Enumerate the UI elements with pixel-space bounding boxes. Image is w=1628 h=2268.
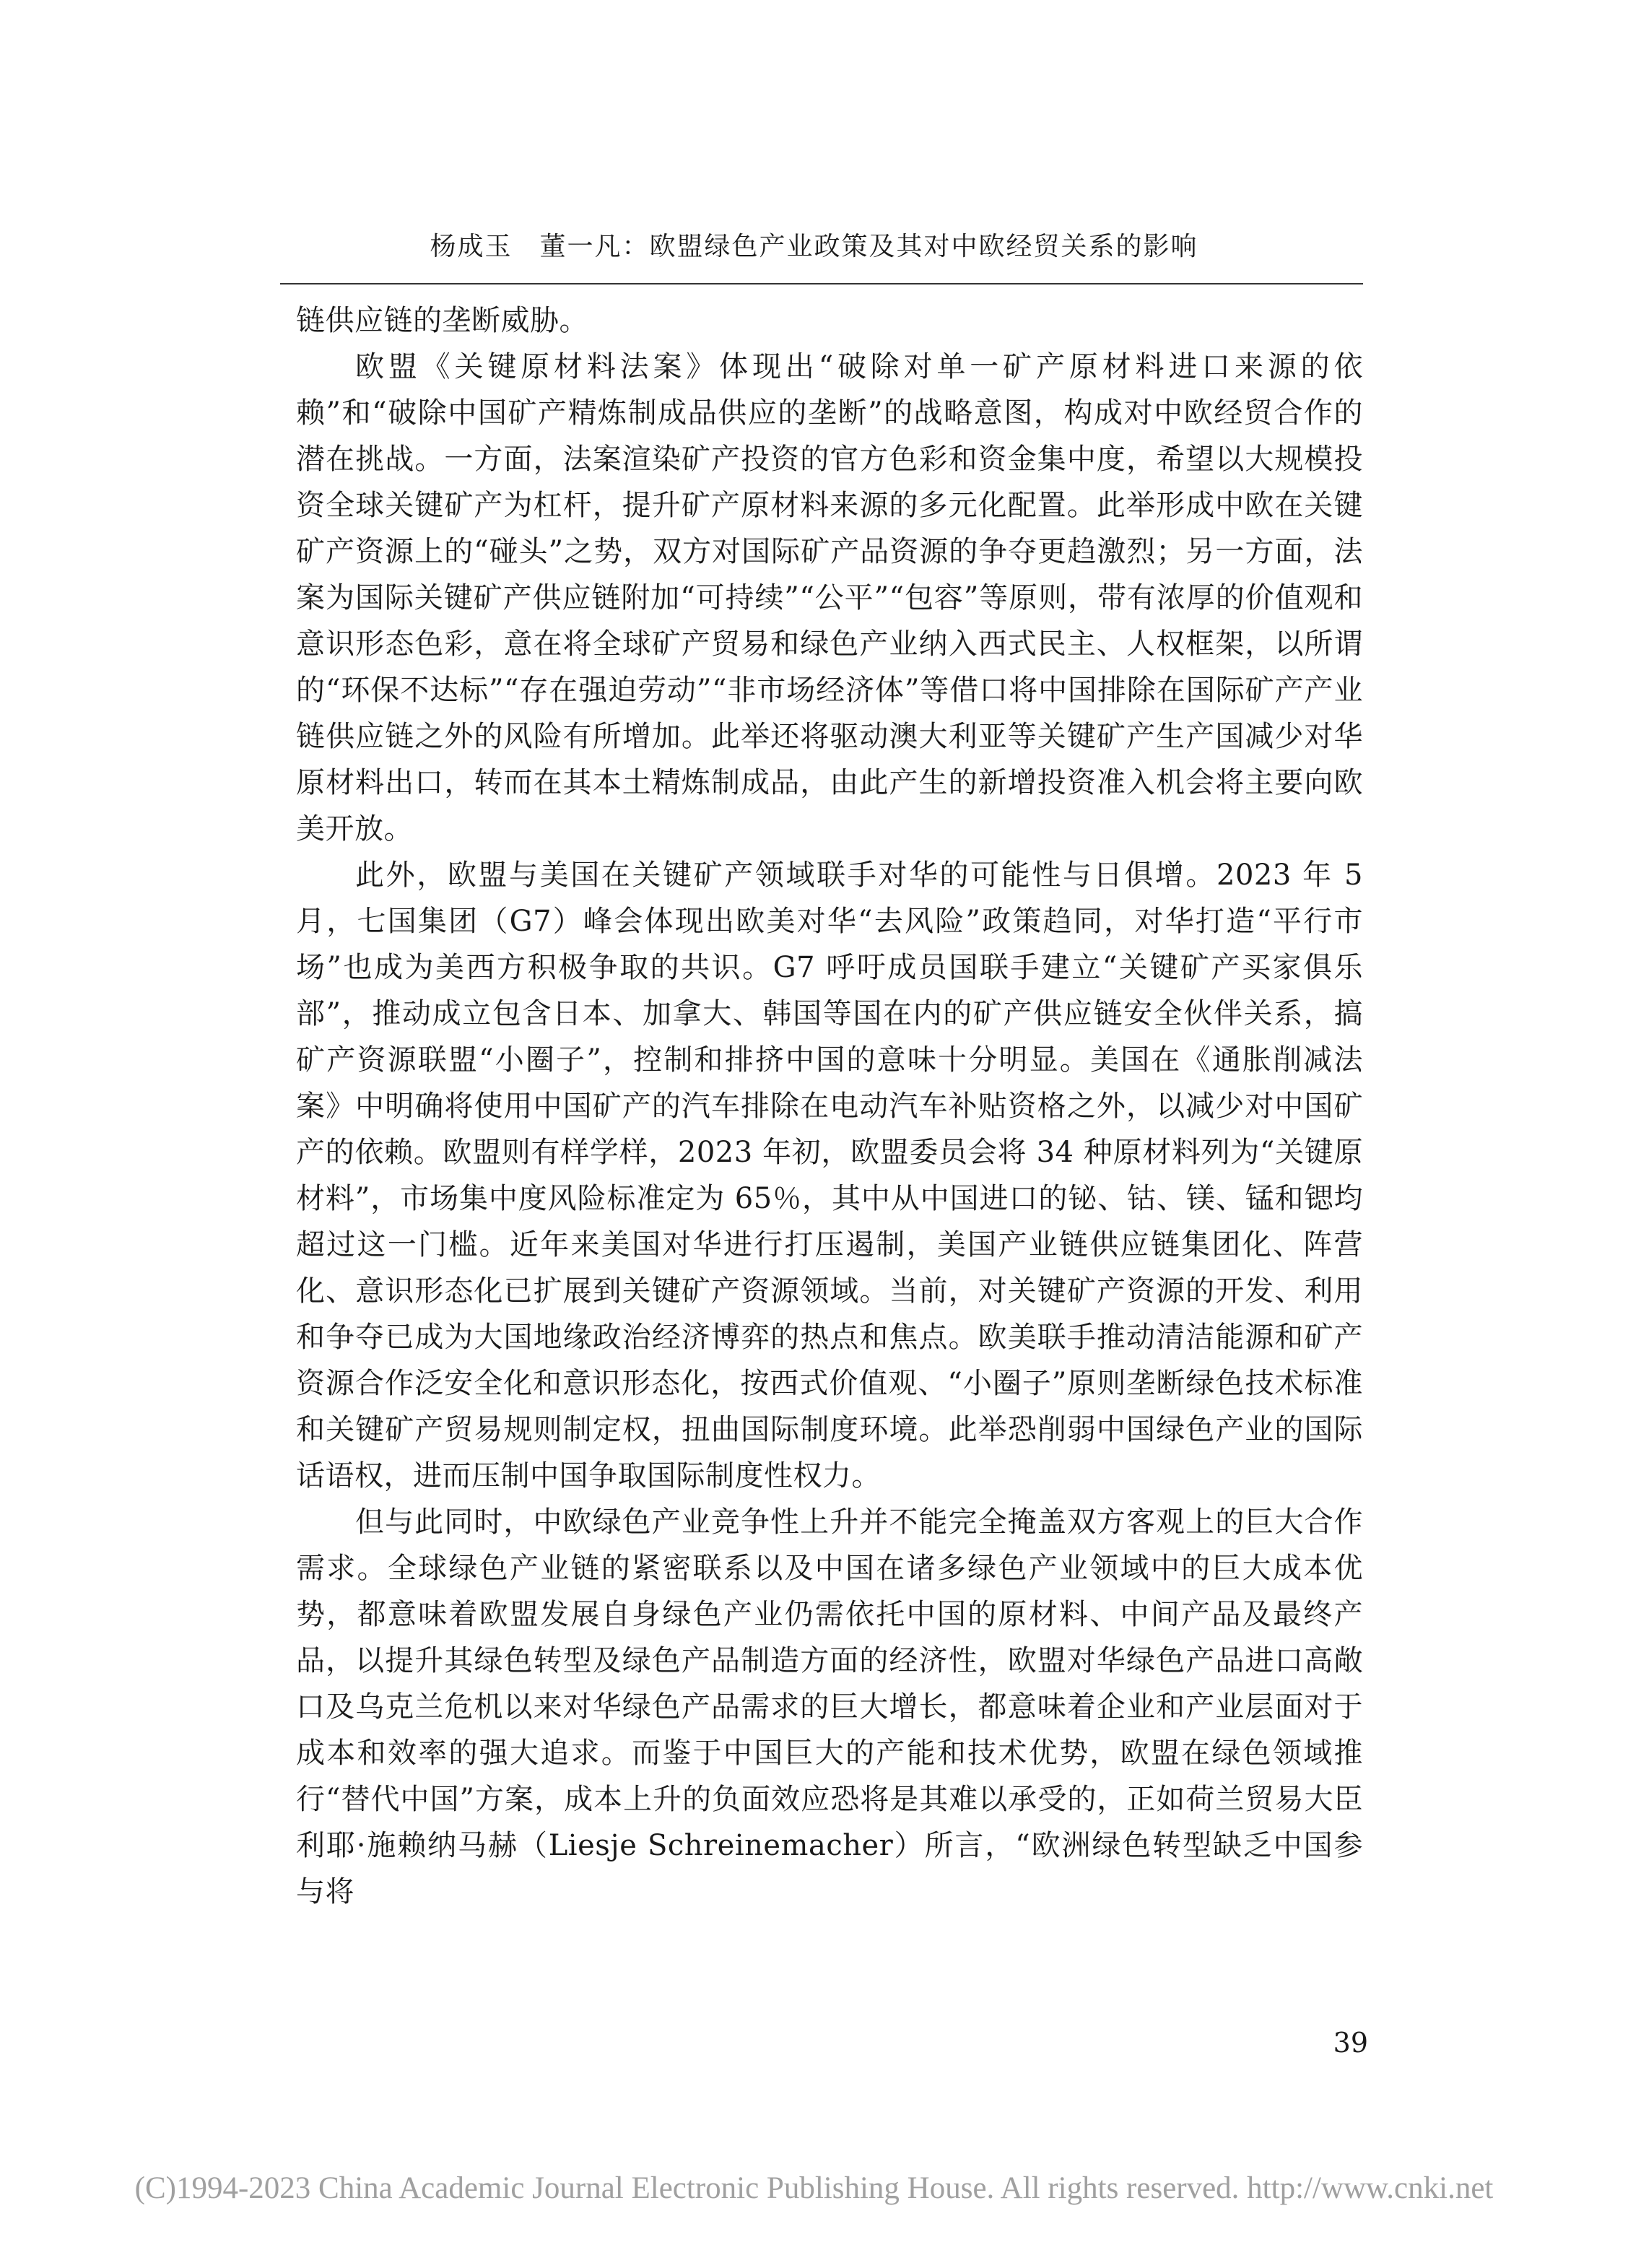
paragraph-continued: 链供应链的垄断威胁。 <box>296 304 588 337</box>
paragraph-eu-us-cooperation: 此外，欧盟与美国在关键矿产领域联手对华的可能性与日俱增。2023 年 5 月，七国集团（G7）峰会体现出欧美对华“去风险”政策趋同，对华打造“平行市场”也成为美西方积极争取的共识。G7 呼吁成员国联手建立“关键矿产买家俱乐部”，推动成立包含日本、加拿大、韩国等国在内的矿产供应链安全伙伴关系，搞矿产资源联盟“小圈子”，控制和排挤中国的意味十分明显。美国在《通胀削减法案》中明确将使用中国矿产的汽车排除在电动汽车补贴资格之外，以减少对中国矿产的依赖。欧盟则有样学样，2023 年初，欧盟委员会将 34 种原材料列为“关键原材料”，市场集中度风险标准定为 65％，其中从中国进口的铋、钴、镁、锰和锶均超过这一门槛。近年来美国对华进行打压遏制，美国产业链供应链集团化、阵营化、意识形态化已扩展到关键矿产资源领域。当前，对关键矿产资源的开发、利用和争夺已成为大国地缘政治经济博弈的热点和焦点。欧美联手推动清洁能源和矿产资源合作泛安全化和意识形态化，按西式价值观、“小圈子”原则垄断绿色技术标准和关键矿产贸易规则制定权，扭曲国际制度环境。此举恐削弱中国绿色产业的国际话语权，进而压制中国争取国际制度性权力。 <box>296 859 1363 1493</box>
copyright-watermark: (C)1994-2023 China Academic Journal Electronic Publishing House. All rights reserved. http://www.cnki.net <box>134 2171 1494 2205</box>
page-number: 39 <box>1333 2027 1368 2059</box>
article-body <box>296 297 1363 1915</box>
header-rule <box>280 283 1363 284</box>
running-header: 杨成玉 董一凡：欧盟绿色产业政策及其对中欧经贸关系的影响 <box>430 232 1198 261</box>
paragraph-critical-raw-materials-act: 欧盟《关键原材料法案》体现出“破除对单一矿产原材料进口来源的依赖”和“破除中国矿产精炼制成品供应的垄断”的战略意图，构成对中欧经贸合作的潜在挑战。一方面，法案渲染矿产投资的官方色彩和资金集中度，希望以大规模投资全球关键矿产为杠杆，提升矿产原材料来源的多元化配置。此举形成中欧在关键矿产资源上的“碰头”之势，双方对国际矿产品资源的争夺更趋激烈；另一方面，法案为国际关键矿产供应链附加“可持续”“公平”“包容”等原则，带有浓厚的价值观和意识形态色彩，意在将全球矿产贸易和绿色产业纳入西式民主、人权框架，以所谓的“环保不达标”“存在强迫劳动”“非市场经济体”等借口将中国排除在国际矿产产业链供应链之外的风险有所增加。此举还将驱动澳大利亚等关键矿产生产国减少对华原材料出口，转而在其本土精炼制成品，由此产生的新增投资准入机会将主要向欧美开放。 <box>296 350 1363 846</box>
paragraph-cooperation-demand: 但与此同时，中欧绿色产业竞争性上升并不能完全掩盖双方客观上的巨大合作需求。全球绿色产业链的紧密联系以及中国在诸多绿色产业领域中的巨大成本优势，都意味着欧盟发展自身绿色产业仍需依托中国的原材料、中间产品及最终产品，以提升其绿色转型及绿色产品制造方面的经济性，欧盟对华绿色产品进口高敞口及乌克兰危机以来对华绿色产品需求的巨大增长，都意味着企业和产业层面对于成本和效率的强大追求。而鉴于中国巨大的产能和技术优势，欧盟在绿色领域推行“替代中国”方案，成本上升的负面效应恐将是其难以承受的，正如荷兰贸易大臣利耶·施赖纳马赫（Liesje Schreinemacher）所言，“欧洲绿色转型缺乏中国参与将 <box>296 1506 1363 1908</box>
